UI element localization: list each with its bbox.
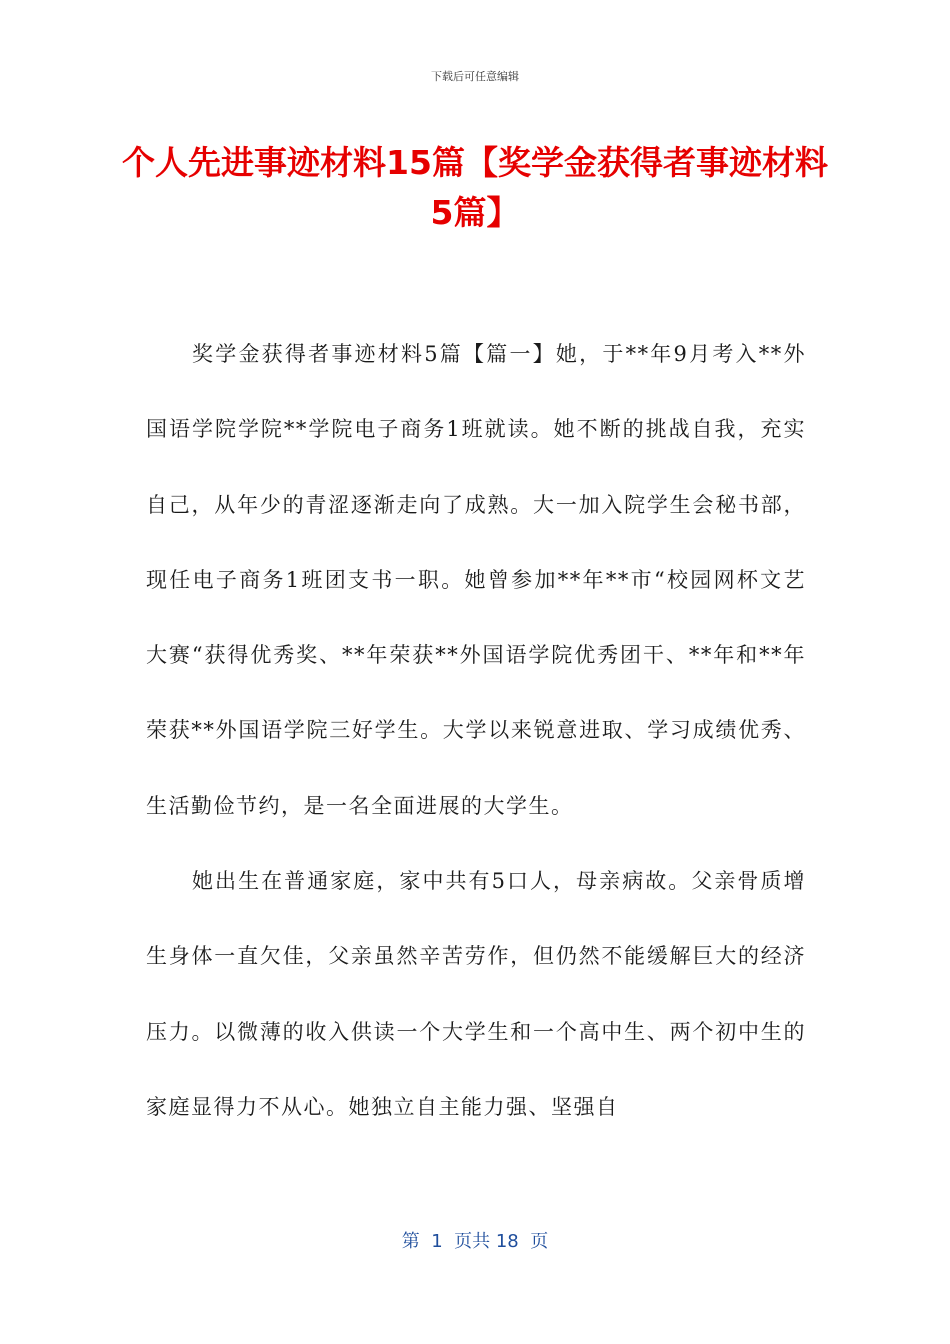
document-title: 个人先进事迹材料15篇【奖学金获得者事迹材料5篇】 [122, 143, 828, 232]
paragraph: 她出生在普通家庭，家中共有5口人，母亲病故。父亲骨质增生身体一直欠佳，父亲虽然辛苦劳作，但仍然不能缓解巨大的经济压力。以微薄的收入供读一个大学生和一个高中生、两个初中生的家庭显得力不从心。她独立自主能力强、坚强自 [146, 869, 806, 1119]
paragraph: 奖学金获得者事迹材料5篇【篇一】她，于**年9月考入**外国语学院学院**学院电子商务1班就读。她不断的挑战自我，充实自己，从年少的青涩逐渐走向了成熟。大一加入院学生会秘书部，现任电子商务1班团支书一职。她曾参加**年**市“校园网杯文艺大赛“获得优秀奖、**年荣获**外国语学院优秀团干、**年和**年荣获**外国语学院三好学生。大学以来锐意进取、学习成绩优秀、生活勤俭节约，是一名全面进展的大学生。 [146, 342, 806, 818]
document-body [146, 317, 806, 1145]
page-number-footer: 第 1 页共 18 页 [401, 1231, 549, 1252]
page-header-note: 下载后可任意编辑 [431, 70, 519, 83]
